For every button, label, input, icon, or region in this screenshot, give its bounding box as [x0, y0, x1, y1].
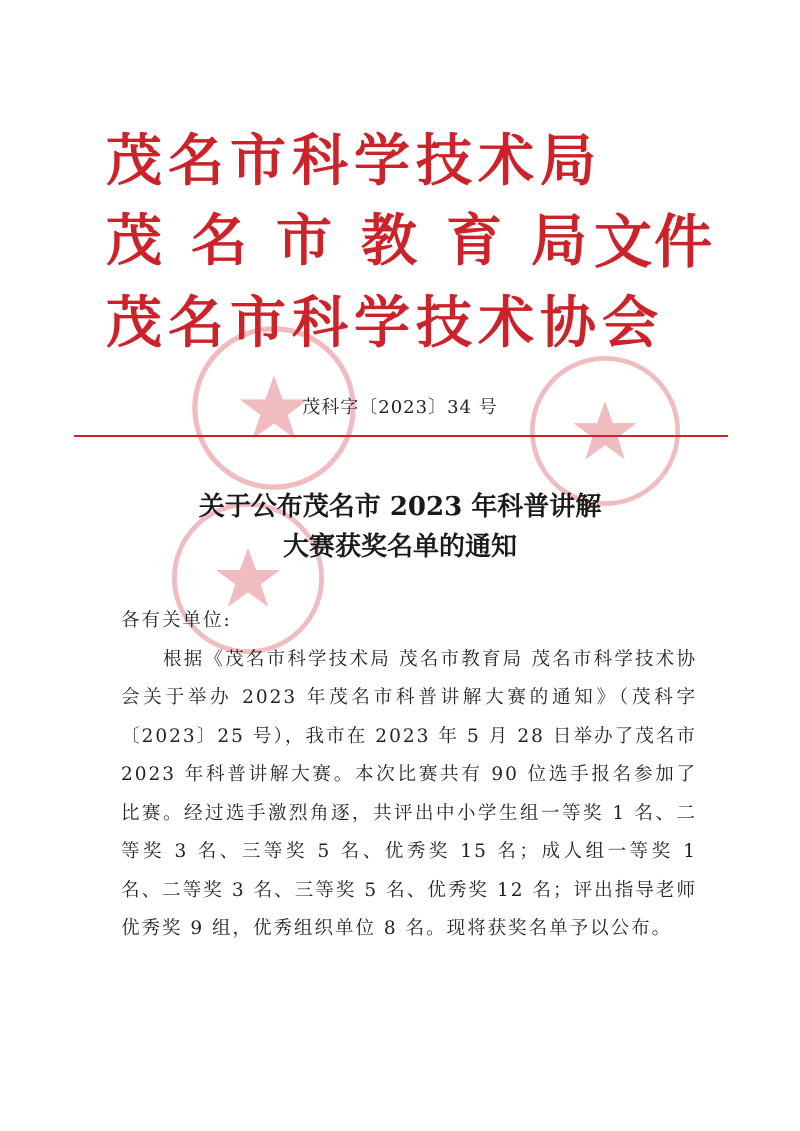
notice-body: [121, 602, 697, 949]
notice-title-line-1: 关于公布茂名市 2023 年科普讲解: [198, 492, 602, 522]
body-paragraph: 根据《茂名市科学技术局 茂名市教育局 茂名市科学技术协会关于举办 2023 年茂名市科普讲解大赛的通知》（茂科字〔2023〕25 号），我市在 2023 年 5 月 28 日举办了茂名市 2023 年科普讲解大赛。本次比赛共有 90 位选手报名参加了比赛。经过选手激烈角逐，共评出中小学生组一等奖 1 名、二等奖 3 名、三等奖 5 名、优秀奖 15 名；成人组一等奖 1 名、二等奖 3 名、三等奖 5 名、优秀奖 12 名；评出指导老师优秀奖 9 组，优秀组织单位 8 名。现将获奖名单予以公布。: [121, 648, 697, 939]
document-type-label: 文件: [594, 208, 715, 276]
issuer-science-association: 茂名市科学技术协会: [106, 291, 664, 356]
notice-title-line-2: 大赛获奖名单的通知: [282, 532, 517, 562]
issuer-education-bureau: 茂名市教育局: [106, 209, 616, 274]
document-number: 茂科字〔2023〕34 号: [302, 397, 498, 418]
header-divider: [74, 435, 728, 437]
issuer-science-bureau: 茂名市科学技术局: [106, 129, 602, 194]
salutation: 各有关单位:: [121, 610, 232, 631]
